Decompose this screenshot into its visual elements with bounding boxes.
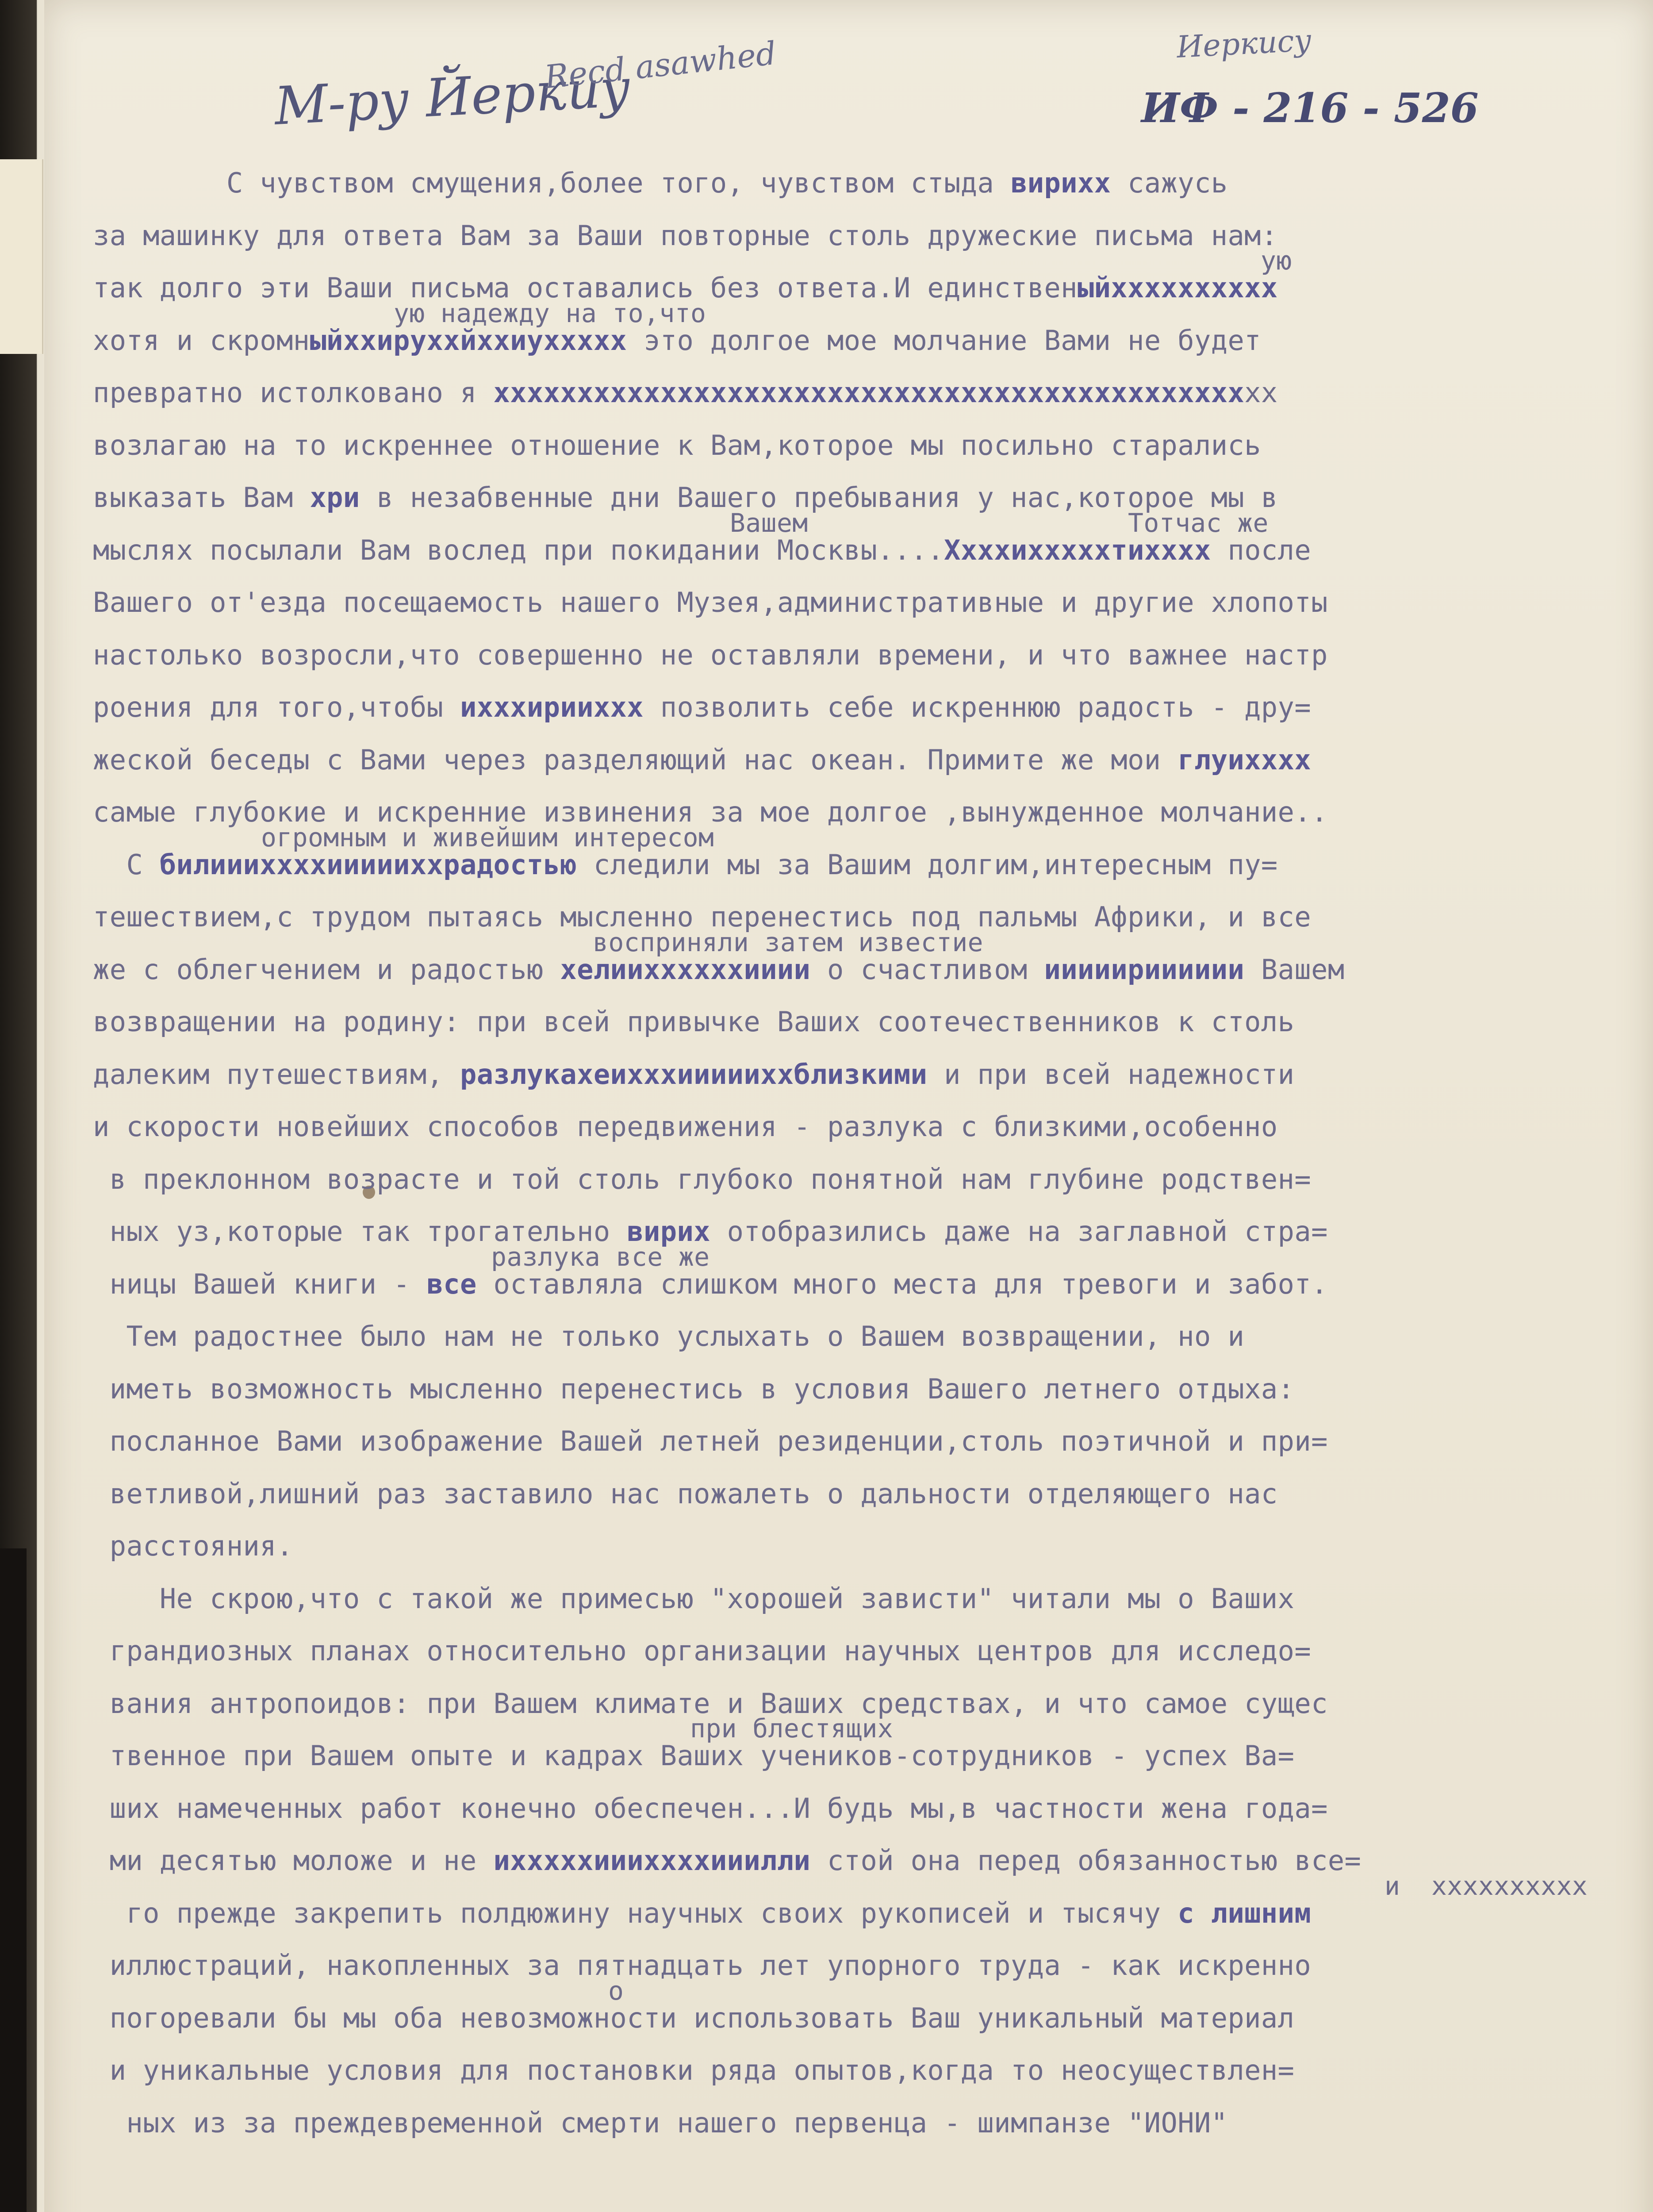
struck-out-text: ихххирииххх — [460, 691, 644, 723]
line-text: возвращении на родину: при всей привычке Ваших соотечественников к столь — [93, 1006, 1295, 1038]
typed-line — [93, 419, 1361, 472]
interlinear-insertion: восприняли затем извеcтие — [593, 927, 983, 957]
typed-line — [93, 1415, 1361, 1468]
typed-line — [93, 157, 1361, 210]
typed-line — [93, 1975, 1361, 2045]
line-text: Вашего от'езда посещаемость нашего Музея,административные и другие хлопоты — [93, 586, 1328, 618]
line-text: мыслях посылали Вам вослед при покидании Москвы.... — [93, 534, 944, 566]
line-text: далеким путешествиям, — [93, 1058, 460, 1091]
struck-out-text: билиииххххиииииххрадостью — [159, 848, 577, 881]
interlinear-insertion: Тотчас же — [1128, 507, 1269, 538]
line-text: в незабвенные дни Вашего пребывания у нас,которое мы в — [360, 481, 1278, 514]
line-text: жеской беседы с Вами через разделяющий нас океан. Примите же мои — [93, 743, 1178, 776]
line-text: так долго эти Ваши письма оставались без ответа.И единствен — [93, 272, 1078, 304]
typed-line — [93, 927, 1361, 996]
line-text: выказать Вам — [93, 481, 310, 514]
line-text: это долгое мое молчание Вами не будет — [627, 324, 1261, 357]
line-text: ных уз,которые так трогательно — [93, 1215, 627, 1248]
interlinear-insertion: Вашем — [730, 507, 808, 538]
struck-out-text: ыйххируххйххиуххххх — [310, 324, 627, 357]
struck-out-text: глуихххх — [1177, 743, 1312, 776]
typed-line — [93, 1206, 1361, 1258]
struck-out-text: с лишним — [1177, 1897, 1312, 1929]
struck-out-text: разлукахеихххиииииххблизкими — [460, 1058, 928, 1091]
line-text: С чувством смущения,более того, чувством стыда — [93, 167, 1011, 199]
line-text: о счастливом — [810, 953, 1044, 986]
struck-out-text: все — [426, 1267, 477, 1300]
typed-line — [93, 1101, 1361, 1153]
line-text: возлагаю на то искреннее отношение к Вам,которое мы посильно старались — [93, 429, 1261, 461]
handwritten-received-note: Recd asawhed — [543, 34, 778, 96]
line-text: отобразились даже на заглавной стра= — [710, 1215, 1328, 1248]
line-text: тешествием,с трудом пытаясь мысленно перенестись под пальмы Африки, и все — [93, 901, 1312, 933]
struck-out-text: ихххххиииххххииилли — [493, 1844, 811, 1877]
struck-out-text: Ххххихххххтихххх — [944, 534, 1211, 566]
line-text: следили мы за Вашим долгим,интересным пу= — [577, 848, 1278, 881]
line-text: ми десятью моложе и не — [93, 1844, 494, 1877]
handwritten-addressee: М-ру Йеркиу — [272, 57, 632, 137]
typed-line — [93, 576, 1361, 629]
line-text: сажусь — [1111, 167, 1228, 199]
typed-line — [93, 1363, 1361, 1416]
letter-sheet — [44, 0, 1653, 2212]
line-text: грандиозных планах относительно организации научных центров для исследо= — [93, 1635, 1312, 1667]
interlinear-insertion: разлука все же — [491, 1241, 710, 1272]
typed-line — [93, 996, 1361, 1048]
line-text: и скорости новейших способов передвижения - разлука с близкими,особенно — [93, 1110, 1278, 1143]
typed-line — [93, 822, 1361, 891]
interlinear-insertion: о — [608, 1975, 624, 2006]
line-text: в преклонном возрасте и той столь глубоко понятной нам глубине родствен= — [93, 1163, 1312, 1195]
typed-line — [93, 734, 1361, 787]
line-text: роения для того,чтобы — [93, 691, 460, 723]
line-text: стой она перед обязанностью все= — [810, 1844, 1362, 1877]
typed-line — [93, 1713, 1361, 1782]
typed-line — [93, 1310, 1361, 1363]
line-text: Тем радостнее было нам не только услыхать о Вашем возвращении, но и — [93, 1320, 1245, 1352]
line-text: иметь возможность мысленно перенестись в условия Вашего летнего отдыха: — [93, 1372, 1295, 1405]
paper-tab — [0, 159, 43, 354]
struck-out-text: ыйхххххххххх — [1077, 272, 1278, 304]
line-text: посланное Вами изображение Вашей летней резиденции,столь поэтичной и при= — [93, 1425, 1328, 1457]
line-text: расстояния. — [93, 1530, 293, 1562]
line-text: позволить себе искреннюю радость - дру= — [644, 691, 1312, 723]
typed-line — [93, 2097, 1361, 2150]
typed-line — [93, 1835, 1361, 1887]
struck-out-text: вирих — [627, 1215, 710, 1248]
interlinear-insertion: и хххххххххх — [1385, 1870, 1588, 1901]
line-text: го прежде закрепить полдюжину научных своих рукописей и тысячу — [93, 1897, 1178, 1929]
line-text: и уникальные условия для постановки ряда опытов,когда то неосуществлен= — [93, 2054, 1295, 2086]
struck-out-text: хри — [310, 481, 360, 514]
line-text: иллюстраций, накопленных за пятнадцать лет упорного труда - как искренно — [93, 1949, 1312, 1982]
interlinear-insertion: ую — [1261, 246, 1292, 276]
typed-line — [93, 1153, 1361, 1206]
line-text: и при всей надежности — [927, 1058, 1295, 1091]
typed-line — [93, 1048, 1361, 1101]
typed-line — [93, 1520, 1361, 1573]
typed-line — [93, 298, 1361, 367]
line-text: хотя и скромн — [93, 324, 310, 357]
typed-line — [93, 1468, 1361, 1521]
typed-line — [93, 1870, 1588, 1940]
line-text: С — [93, 848, 160, 881]
line-text: настолько возросли,что совершенно не оставляли времени, и что важнее настр — [93, 638, 1328, 671]
line-text: вания антропоидов: при Вашем климате и Ваших средствах, и что самое сущес — [93, 1687, 1328, 1720]
binding-shadow — [0, 1548, 27, 2212]
line-text: хх — [1244, 376, 1278, 409]
line-text: после — [1211, 534, 1312, 566]
struck-out-text: ииииирииииии — [1044, 953, 1245, 986]
line-text: ветливой,лишний раз заставило нас пожалеть о дальности отделяющего нас — [93, 1477, 1278, 1510]
typed-letter-body — [93, 157, 1588, 2149]
interlinear-insertion: ую надежду на то,что — [394, 298, 706, 328]
typed-line — [93, 681, 1361, 734]
typed-line — [93, 1782, 1361, 1835]
handwritten-top-note: Иеркису — [1176, 23, 1312, 65]
line-text: ницы Вашей книги - — [93, 1267, 427, 1300]
struck-out-text: хелииххххххииии — [560, 953, 811, 986]
interlinear-insertion: при блестящих — [690, 1713, 894, 1743]
interlinear-insertion: огромным и живейшим интересом — [261, 822, 714, 853]
typed-line — [93, 629, 1361, 682]
typed-line — [93, 367, 1361, 419]
typed-line — [93, 1573, 1361, 1625]
line-text: твенное при Вашем опыте и кадрах Ваших учеников-сотрудников - успех Ва= — [93, 1740, 1295, 1772]
struck-out-text: ххххххххххххххххххххххххххххххххххххххххххххх — [493, 376, 1245, 409]
typed-line — [93, 1241, 1361, 1311]
line-text: же с облегчением и радостью — [93, 953, 560, 986]
line-text: превратно истолковано я — [93, 376, 494, 409]
line-text: самые глубокие и искренние извинения за мое долгое ,вынужденное молчание.. — [93, 796, 1328, 828]
line-text: ных из за преждевременной смерти нашего первенца - шимпанзе "ИОНИ" — [93, 2106, 1228, 2139]
typed-line — [93, 507, 1361, 577]
typed-line — [93, 1625, 1361, 1678]
typed-line — [93, 1939, 1361, 1992]
catalog-number: ИФ - 216 - 526 — [1141, 84, 1479, 132]
typed-line — [93, 246, 1361, 315]
line-text: за машинку для ответа Вам за Ваши повторные столь дружеские письма нам: — [93, 219, 1278, 252]
line-text: погоревали бы мы оба невозможности использовать Ваш уникальный материал — [93, 2001, 1295, 2034]
line-text: Вашем — [1244, 953, 1345, 986]
line-text: Не скрою,что с такой же примесью "хорошей зависти" читали мы о Ваших — [93, 1582, 1295, 1615]
struck-out-text: вирихх — [1011, 167, 1111, 199]
typed-line — [93, 210, 1361, 262]
line-text: ших намеченных работ конечно обеспечен...И будь мы,в частности жена года= — [93, 1792, 1328, 1824]
typed-line — [93, 2044, 1361, 2097]
line-text: оставляла слишком много места для тревоги и забот. — [476, 1267, 1328, 1300]
